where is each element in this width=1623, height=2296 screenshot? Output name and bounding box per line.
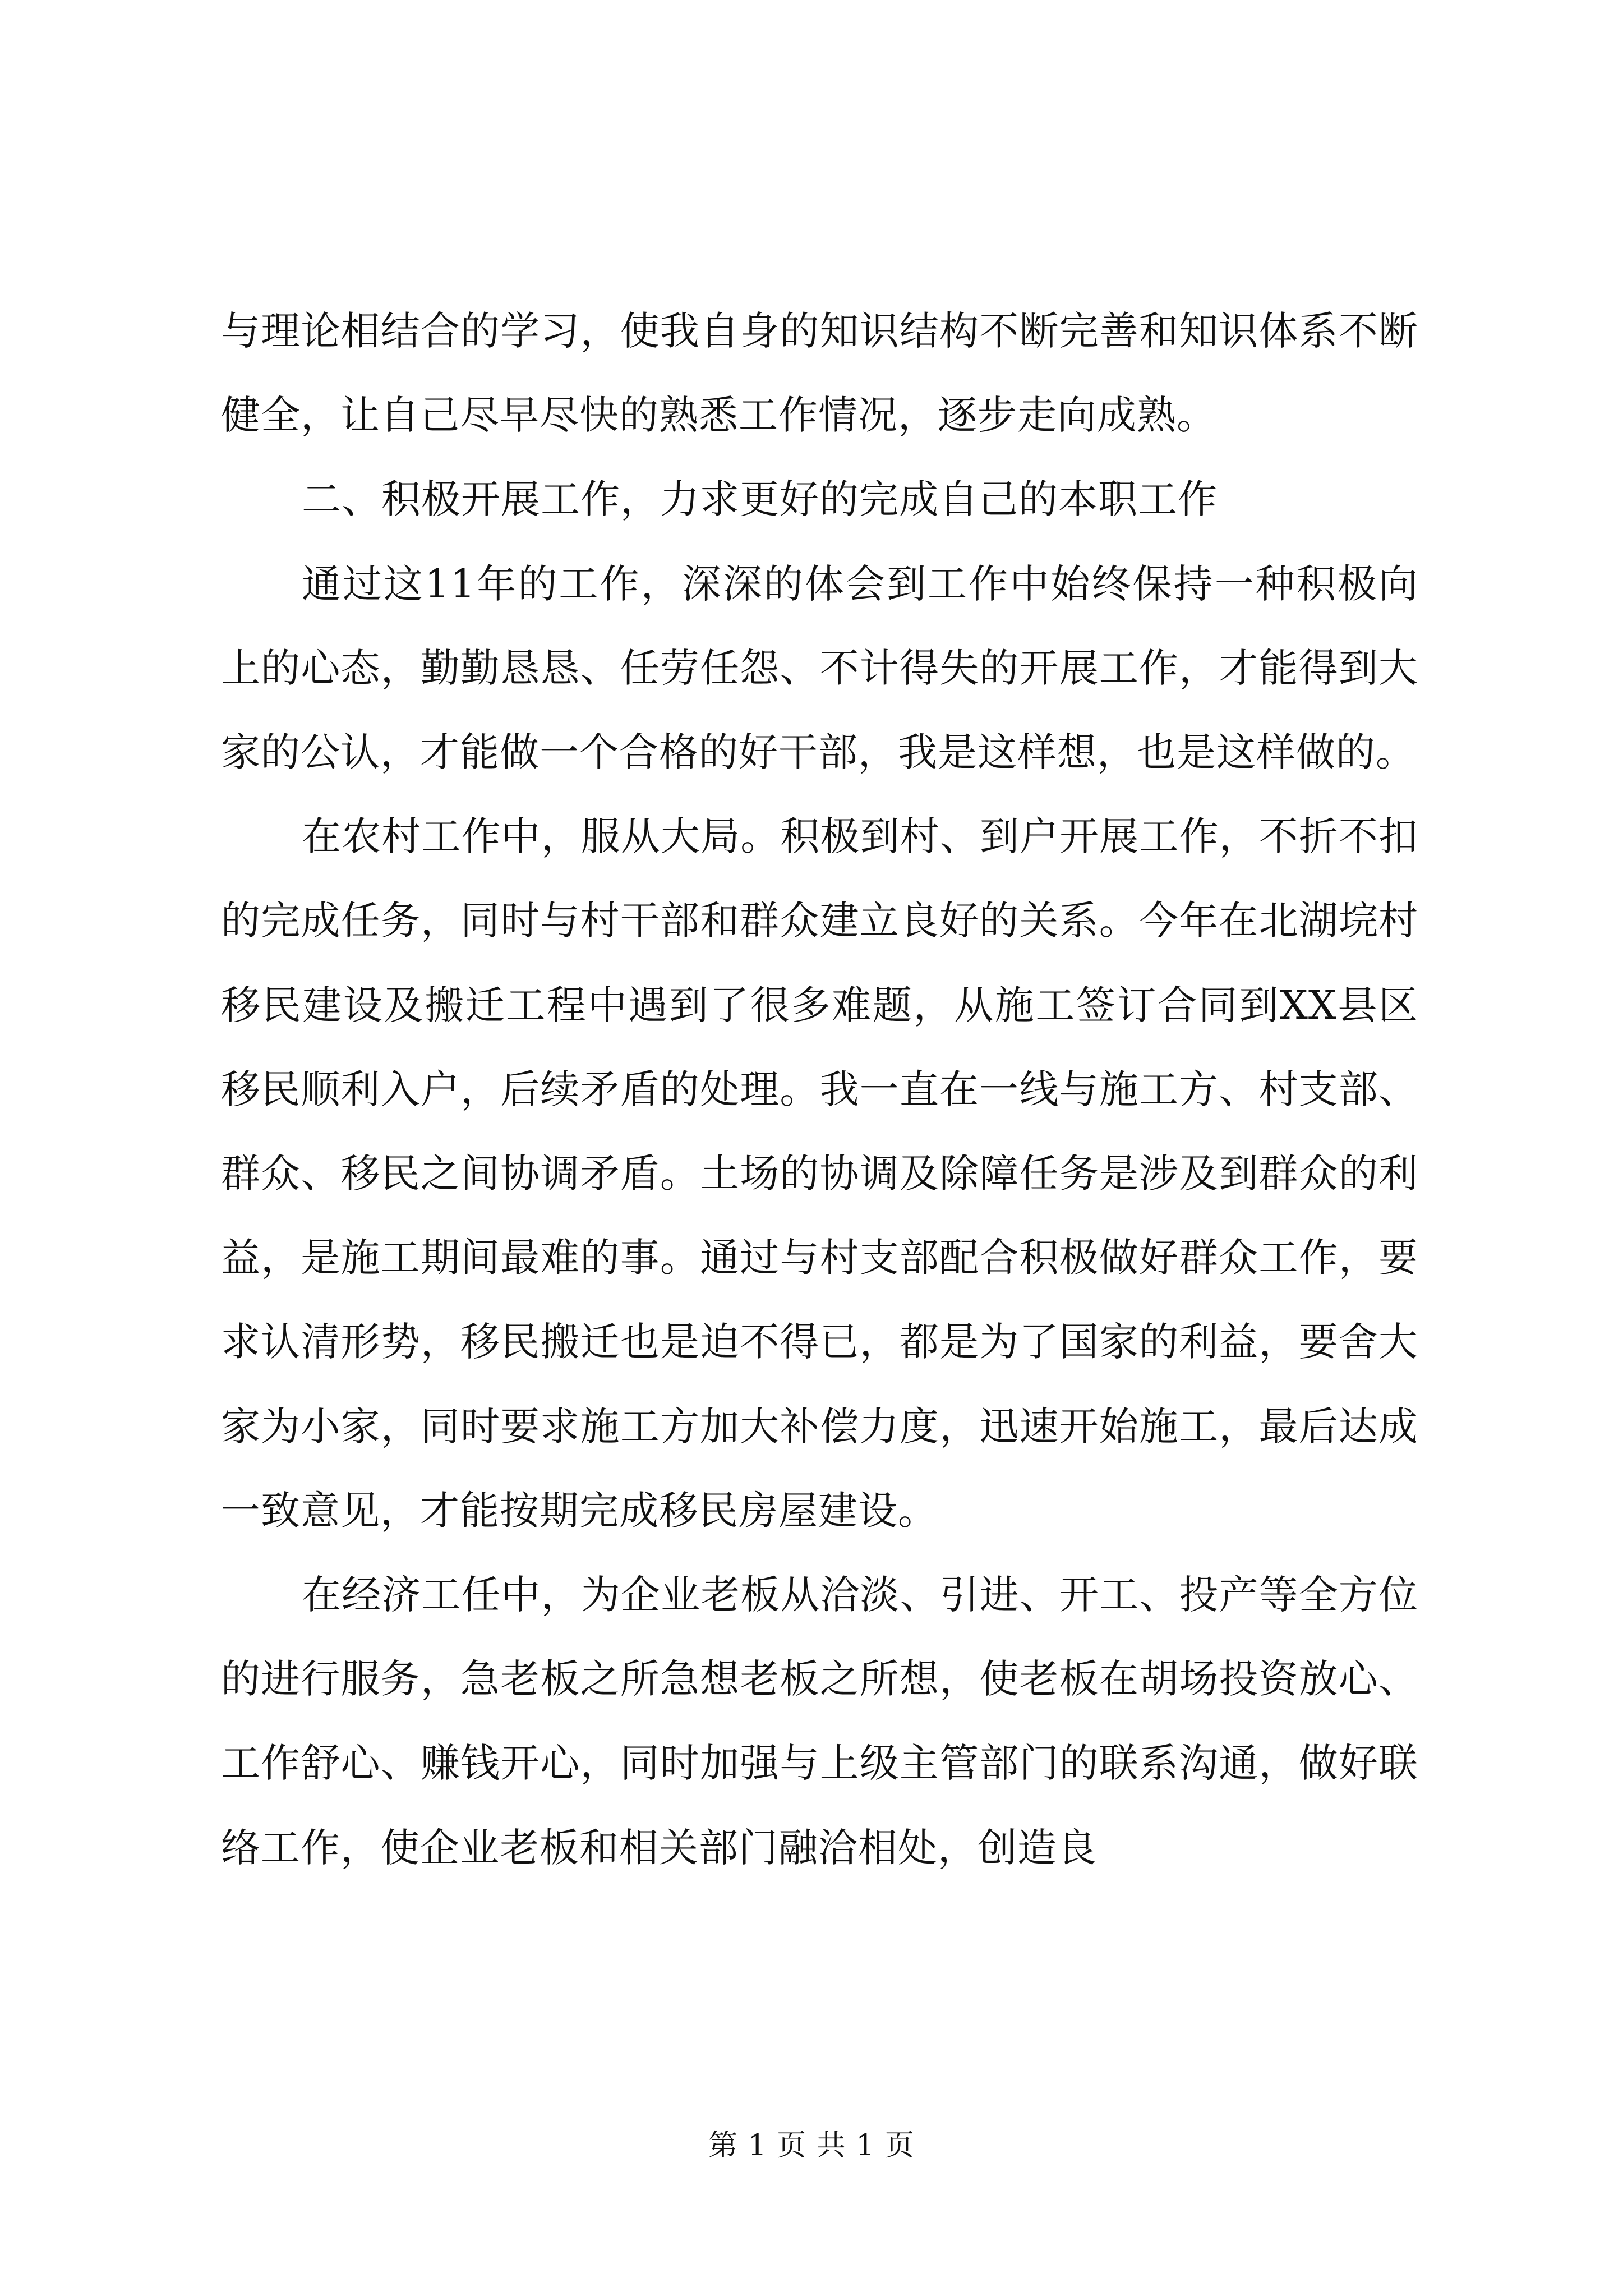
paragraph-economic-work: 在经济工任中，为企业老板从洽淡、引进、开工、投产等全方位的进行服务，急老板之所急想老板之所想，使老板在胡场投资放心、工作舒心、赚钱开心，同时加强与上级主管部门的联系沟通，做好联络工作，使企业老板和相关部门融洽相处，创造良 (221, 1572, 1418, 1871)
document-body (221, 289, 1418, 1890)
section-heading: 二、积极开展工作，力求更好的完成自己的本职工作 (302, 476, 1218, 523)
paragraph-continuation: 与理论相结合的学习，使我自身的知识结构不断完善和知识体系不断健全，让自己尽早尽快的熟悉工作情况，逐步走向成熟。 (221, 308, 1418, 439)
paragraph-work-attitude: 通过这11年的工作，深深的体会到工作中始终保持一种积极向上的心态，勤勤恳恳、任劳任怨、不计得失的开展工作，才能得到大家的公认，才能做一个合格的好干部，我是这样想，也是这样做的。 (221, 560, 1418, 776)
paragraph-rural-work: 在农村工作中，服从大局。积极到村、到户开展工作，不折不扣的完成任务，同时与村干部和群众建立良好的关系。今年在北湖垸村移民建设及搬迁工程中遇到了很多难题，从施工签订合同到XX县区移民顺利入户，后续矛盾的处理。我一直在一线与施工方、村支部、群众、移民之间协调矛盾。土场的协调及除障任务是涉及到群众的利益，是施工期间最难的事。通过与村支部配合积极做好群众工作，要求认清形势，移民搬迁也是迫不得已，都是为了国家的利益，要舍大家为小家，同时要求施工方加大补偿力度，迅速开始施工，最后达成一致意见，才能按期完成移民房屋建设。 (221, 813, 1418, 1534)
page-number-footer: 第 1 页 共 1 页 (708, 2129, 915, 2162)
